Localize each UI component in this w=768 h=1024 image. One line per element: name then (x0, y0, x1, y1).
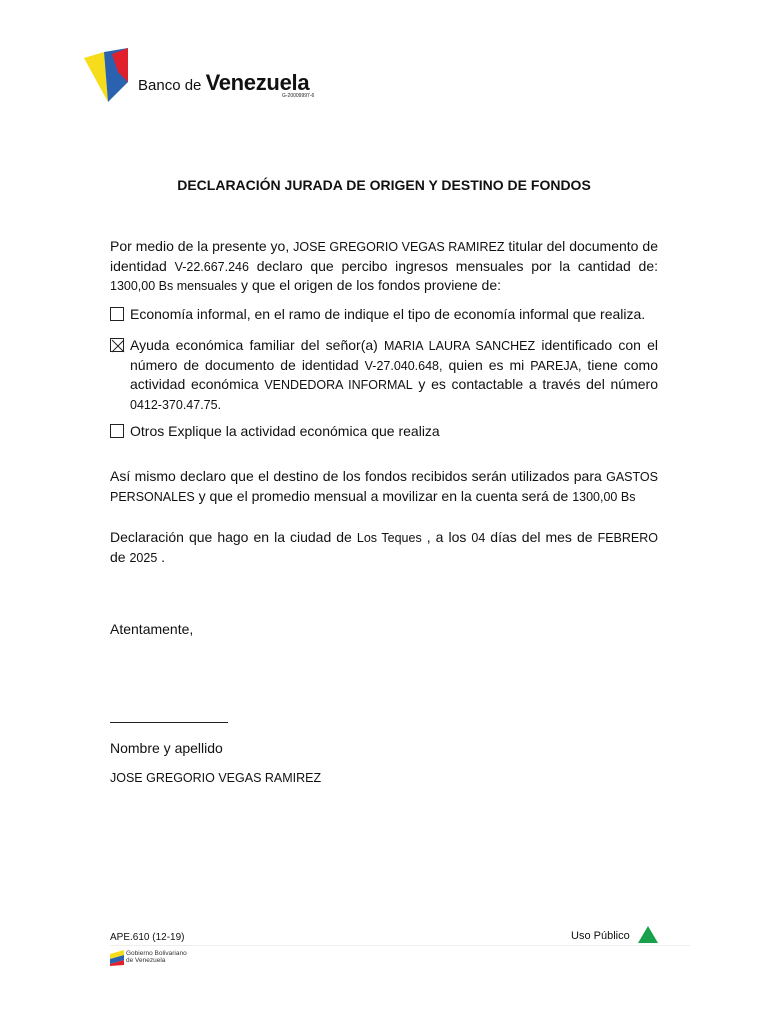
checkbox-informal-economy[interactable] (110, 307, 124, 321)
supporter-relation: PAREJA, (530, 358, 582, 373)
signature-label: Nombre y apellido (110, 740, 223, 756)
government-line-2: de Venezuela (126, 957, 166, 964)
checkbox-family-support[interactable] (110, 338, 124, 352)
intro-text-4: y que el origen de los fondos proviene de: (237, 277, 502, 293)
bank-name-prefix: Banco de (138, 77, 206, 94)
option-other-label: Otros Explique la actividad económica que realiza (130, 423, 440, 439)
government-line-1: Gobierno Bolivariano (126, 950, 187, 957)
family-text-2: identificado con el número de documento de identidad (130, 337, 658, 373)
destination-text-2: y que el promedio mensual a movilizar en la cuenta será de (194, 487, 573, 504)
intro-text-1: Por medio de la presente yo, (110, 238, 294, 254)
declaration-paragraph (110, 528, 658, 567)
option-informal-label: Economía informal, en el ramo de indique el tipo de economía informal que realiza. (130, 306, 646, 322)
public-use-triangle-icon (638, 926, 658, 944)
family-text-5: y es contactable a través del número (412, 376, 658, 392)
intro-text-3: declaro que percibo ingresos mensuales por la cantidad de: (248, 257, 659, 274)
form-code: APE.610 (12-19) (110, 932, 185, 943)
destination-paragraph (110, 467, 658, 506)
document-title: DECLARACIÓN JURADA DE ORIGEN Y DESTINO DE FONDOS (177, 177, 591, 193)
bank-rif: G-20009997-6 (282, 93, 315, 99)
bank-name-main: Venezuela (205, 70, 310, 95)
declaration-city: Los Teques (356, 531, 422, 545)
declaration-text-5: . (157, 548, 166, 565)
declarant-name: JOSE GREGORIO VEGAS RAMIREZ (293, 240, 505, 254)
checkbox-other[interactable] (110, 424, 124, 438)
declaration-month: FEBRERO (597, 531, 658, 545)
declaration-text-2: , a los (421, 529, 472, 545)
option-family-support (110, 336, 658, 414)
supporter-phone: 0412-370.47.75. (130, 397, 222, 412)
checkbox-x-icon (111, 339, 125, 353)
closing: Atentamente, (110, 621, 194, 637)
funds-purpose: GASTOS PERSONALES (110, 470, 658, 504)
footer-divider (110, 945, 690, 946)
family-text-4: tiene como actividad económica (130, 356, 658, 392)
monthly-movement: 1300,00 Bs (572, 489, 636, 504)
signature-name: JOSE GREGORIO VEGAS RAMIREZ (110, 771, 322, 785)
supporter-id: V-27.040.648, (364, 358, 443, 373)
declarant-id: V-22.667.246 (174, 259, 249, 274)
option-other (110, 422, 658, 441)
declaration-day: 04 (471, 531, 486, 545)
signature-line (110, 722, 228, 723)
declaration-year: 2025 (129, 550, 158, 565)
bank-logo (82, 48, 332, 108)
intro-text-2: titular del documento de identidad (110, 238, 658, 274)
supporter-activity: VENDEDORA INFORMAL (264, 378, 413, 392)
bank-logo-mark-icon (82, 48, 132, 106)
declaration-text-4: de (110, 548, 130, 565)
government-logo (110, 950, 210, 968)
supporter-name: MARIA LAURA SANCHEZ (384, 339, 536, 353)
usage-classification: Uso Público (571, 930, 630, 942)
option-informal-economy (110, 305, 658, 324)
declaration-text-3: días del mes de (485, 529, 598, 545)
destination-text-1: Así mismo declaro que el destino de los fondos recibidos serán utilizados para (110, 468, 607, 484)
family-text-1: Ayuda económica familiar del señor(a) (130, 337, 384, 353)
government-name (126, 950, 187, 964)
declaration-text-1: Declaración que hago en la ciudad de (110, 529, 357, 545)
monthly-income: 1300,00 Bs mensuales (110, 279, 238, 293)
option-family-text (110, 336, 658, 414)
family-text-3: quien es mi (442, 356, 531, 373)
venezuela-flag-icon (110, 950, 124, 966)
intro-paragraph (110, 237, 658, 296)
